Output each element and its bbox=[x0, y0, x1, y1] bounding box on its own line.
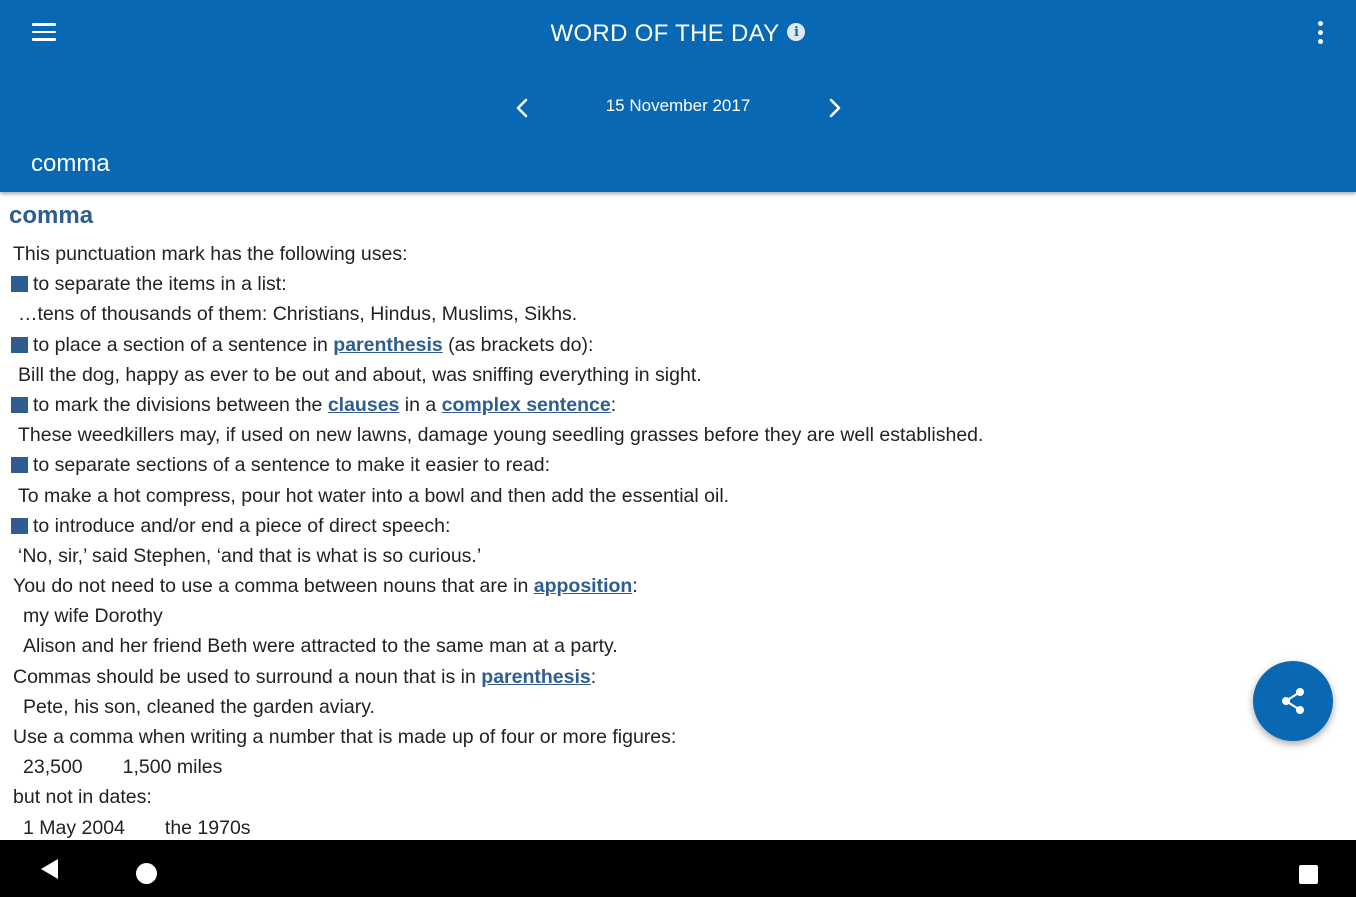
use-label: to introduce and/or end a piece of direct speech: bbox=[33, 514, 451, 537]
bullet-square-icon bbox=[11, 397, 28, 413]
body-text: You do not need to use a comma between nouns that are in bbox=[13, 575, 534, 598]
example-value: the 1970s bbox=[164, 816, 251, 839]
list-item bbox=[0, 511, 1356, 541]
parenthesis-noun-text bbox=[0, 662, 1356, 692]
dates-text: but not in dates: bbox=[13, 786, 152, 809]
use-label bbox=[33, 330, 593, 360]
example-value: 1 May 2004 bbox=[23, 816, 125, 839]
use-example: Bill the dog, happy as ever to be out and about, was sniffing everything in sight. bbox=[18, 363, 702, 386]
use-label: to separate sections of a sentence to make it easier to read: bbox=[33, 454, 551, 477]
link-parenthesis[interactable]: parenthesis bbox=[333, 333, 443, 356]
date-navigator bbox=[0, 86, 1356, 130]
use-label-text: in a bbox=[399, 394, 442, 417]
body-text: Commas should be used to surround a noun that is in bbox=[13, 665, 482, 688]
system-nav-bar bbox=[0, 840, 1356, 897]
back-triangle-icon[interactable] bbox=[38, 857, 62, 881]
use-example: …tens of thousands of them: Christians, Hindus, Muslims, Sikhs. bbox=[18, 303, 578, 326]
entry-title: comma bbox=[9, 202, 94, 229]
headword-label: comma bbox=[31, 150, 110, 177]
use-label bbox=[33, 390, 616, 420]
title-row bbox=[0, 14, 1356, 54]
home-circle-icon[interactable] bbox=[136, 863, 157, 884]
link-clauses[interactable]: clauses bbox=[327, 394, 400, 417]
apposition-text bbox=[0, 571, 1356, 601]
example-value: 23,500 bbox=[23, 756, 83, 779]
app-title: WORD OF THE DAY bbox=[550, 20, 780, 47]
link-parenthesis[interactable]: parenthesis bbox=[481, 665, 591, 688]
use-label-text: : bbox=[610, 394, 617, 417]
date-label: 15 November 2017 bbox=[605, 96, 751, 115]
list-item bbox=[0, 269, 1356, 299]
bullet-square-icon bbox=[11, 276, 28, 292]
use-label: to separate the items in a list: bbox=[33, 273, 287, 296]
intro-text: This punctuation mark has the following uses: bbox=[13, 243, 408, 265]
example-value: 1,500 miles bbox=[122, 756, 223, 779]
bullet-square-icon bbox=[11, 457, 28, 473]
list-item bbox=[0, 450, 1356, 480]
use-label-text: to place a section of a sentence in bbox=[33, 333, 334, 356]
info-icon[interactable]: i bbox=[787, 23, 805, 41]
numbers-example bbox=[0, 752, 1356, 782]
parenthesis-noun-example: Pete, his son, cleaned the garden aviary. bbox=[23, 695, 375, 718]
bullet-square-icon bbox=[11, 337, 28, 353]
entry-content[interactable] bbox=[0, 192, 1356, 840]
use-example: To make a hot compress, pour hot water into a bowl and then add the essential oil. bbox=[18, 484, 730, 507]
apposition-example: my wife Dorothy bbox=[23, 605, 163, 628]
dates-example bbox=[0, 813, 1356, 840]
list-item bbox=[0, 330, 1356, 360]
numbers-text: Use a comma when writing a number that is made up of four or more figures: bbox=[13, 726, 677, 748]
share-icon bbox=[1278, 686, 1308, 716]
recents-square-icon[interactable] bbox=[1299, 865, 1318, 884]
link-complex-sentence[interactable]: complex sentence bbox=[441, 394, 611, 417]
link-apposition[interactable]: apposition bbox=[533, 575, 633, 598]
chevron-right-icon[interactable] bbox=[820, 94, 848, 122]
use-label-text: (as brackets do): bbox=[442, 333, 594, 356]
use-example: ‘No, sir,’ said Stephen, ‘and that is what is so curious.’ bbox=[18, 544, 482, 567]
app-bar bbox=[0, 0, 1356, 192]
body-text: : bbox=[590, 665, 597, 688]
bullet-square-icon bbox=[11, 518, 28, 534]
share-button[interactable] bbox=[1253, 661, 1333, 741]
apposition-example: Alison and her friend Beth were attracted to the same man at a party. bbox=[23, 635, 618, 658]
more-vert-icon[interactable] bbox=[1306, 14, 1334, 50]
list-item bbox=[0, 390, 1356, 420]
body-text: : bbox=[632, 575, 638, 598]
use-example: These weedkillers may, if used on new lawns, damage young seedling grasses before they are well established. bbox=[18, 424, 984, 447]
entry-body bbox=[0, 239, 1356, 840]
use-label-text: to mark the divisions between the bbox=[33, 394, 328, 417]
